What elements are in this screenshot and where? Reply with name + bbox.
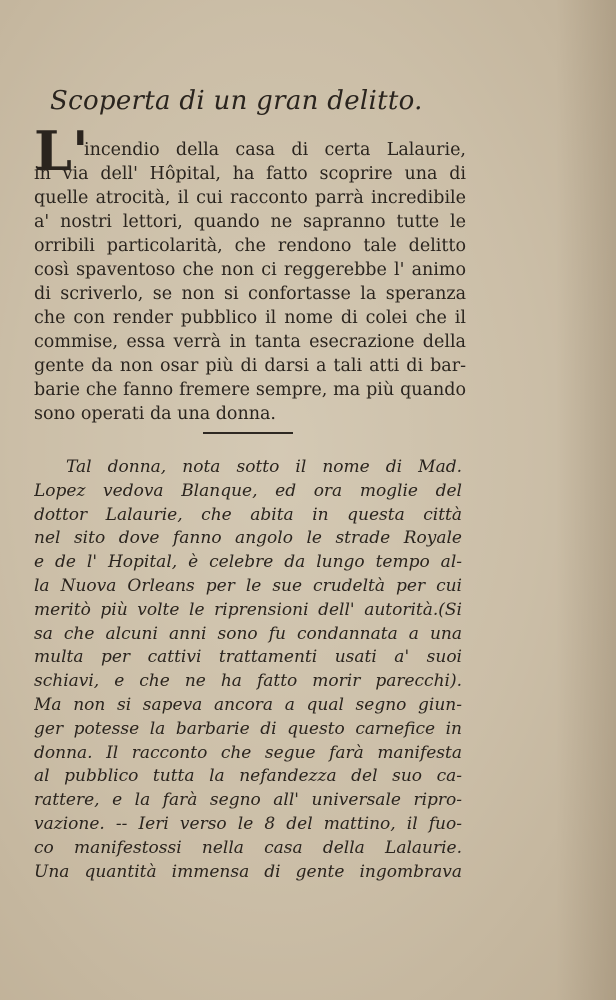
text-line: Tal donna, nota sotto il nome di Mad. [66,457,462,477]
article-title: Scoperta di un gran delitto. [50,86,423,116]
text-line: Lopez vedova Blanque, ed ora moglie del [34,480,462,501]
drop-cap: L' [34,119,89,183]
text-line: incendio della casa di certa Lalaurie, [84,140,466,160]
text-line: così spaventoso che non ci reggerebbe l' animo [34,260,466,280]
text-line: Ma non si sapeva ancora a qual segno giun- [34,694,462,715]
text-line: schiavi, e che ne ha fatto morir parecchi). [34,671,462,692]
text-line: co manifestossi nella casa della Lalaurie. [34,837,462,858]
text-line: dottor Lalaurie, che abita in questa città [34,504,462,525]
text-line: gente da non osar più di darsi a tali atti di bar- [34,356,466,376]
text-line: sono operati da una donna. [34,404,276,424]
text-line: la Nuova Orleans per le sue crudeltà per cui [34,575,462,596]
text-line: quelle atrocità, il cui racconto parrà incredibile [34,188,466,208]
text-line: in via dell' Hôpital, ha fatto scoprire una di [34,164,466,184]
text-line: vazione. -- Ieri verso le 8 del mattino, il fuo- [34,813,462,834]
paragraph-2 [34,456,462,884]
page-edge-shadow [556,0,616,1000]
text-line: che con render pubblico il nome di colei che il [34,308,466,328]
text-line: al pubblico tutta la nefandezza del suo ca- [34,766,462,787]
text-line: multa per cattivi trattamenti usati a' suoi [34,647,462,668]
text-line: meritò più volte le riprensioni dell' autorità.(Si [34,599,462,620]
text-line: sa che alcuni anni sono fu condannata a una [34,623,462,644]
text-line: Una quantità immensa di gente ingombrava [34,861,462,882]
text-line: donna. Il racconto che segue farà manifesta [34,742,462,763]
text-line: a' nostri lettori, quando ne sapranno tutte le [34,212,466,232]
text-line: barie che fanno fremere sempre, ma più quando [34,380,466,400]
text-line: rattere, e la farà segno all' universale ripro- [34,790,462,811]
text-line: di scriverlo, se non si confortasse la speranza [34,284,466,304]
text-line: e de l' Hopital, è celebre da lungo tempo al- [34,552,462,573]
text-line: commise, essa verrà in tanta esecrazione della [34,332,466,352]
section-divider [203,432,293,434]
paragraph-1 [34,119,466,426]
text-line: nel sito dove fanno angolo le strade Royale [34,528,462,549]
text-line: orribili particolarità, che rendono tale delitto [34,236,466,256]
text-line: ger potesse la barbarie di questo carnefice in [34,718,462,739]
